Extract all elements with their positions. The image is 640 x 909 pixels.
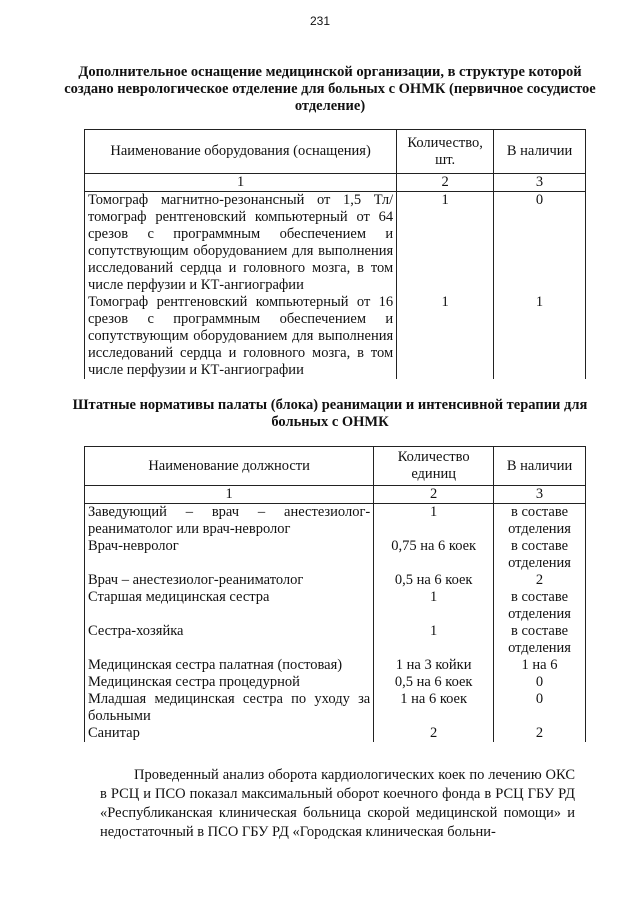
- staff-table: [84, 446, 586, 742]
- position-available: в составе отделения: [494, 538, 586, 572]
- table-row: [85, 725, 586, 742]
- position-name: Заведующий – врач – анестезиолог-реаниматолог или врач-невролог: [85, 504, 374, 539]
- position-name: Санитар: [85, 725, 374, 742]
- position-available: 1 на 6: [494, 657, 586, 674]
- table-row: [85, 623, 586, 657]
- position-units: 1 на 6 коек: [374, 691, 494, 725]
- equipment-available: 1: [494, 294, 586, 379]
- table-row: [85, 294, 586, 379]
- table-row: [85, 572, 586, 589]
- header-units: Количество единиц: [374, 447, 494, 486]
- position-units: 1 на 3 койки: [374, 657, 494, 674]
- header-position-name: Наименование должности: [85, 447, 374, 486]
- position-name: Медицинская сестра процедурной: [85, 674, 374, 691]
- table-row: [85, 657, 586, 674]
- position-units: 0,5 на 6 коек: [374, 572, 494, 589]
- position-units: 0,75 на 6 коек: [374, 538, 494, 572]
- position-available: в составе отделения: [494, 589, 586, 623]
- position-available: 0: [494, 674, 586, 691]
- position-name: Младшая медицинская сестра по уходу за больными: [85, 691, 374, 725]
- table-row: [85, 674, 586, 691]
- equipment-available: 0: [494, 192, 586, 295]
- table-row: [85, 192, 586, 295]
- position-name: Врач-невролог: [85, 538, 374, 572]
- position-units: 0,5 на 6 коек: [374, 674, 494, 691]
- equipment-quantity: 1: [397, 294, 494, 379]
- position-available: 2: [494, 725, 586, 742]
- position-available: в составе отделения: [494, 623, 586, 657]
- header-available: В наличии: [494, 130, 586, 174]
- position-name: Врач – анестезиолог-реаниматолог: [85, 572, 374, 589]
- position-units: 1: [374, 504, 494, 539]
- position-available: 0: [494, 691, 586, 725]
- equipment-name: Томограф рентгеновский компьютерный от 16 срезов с программным обеспечением и сопутствующим оборудованием для выполнения исследований сердца и головного мозга, в том числе перфузии и КТ-ангиографии: [85, 294, 397, 379]
- body-paragraph: Проведенный анализ оборота кардиологических коек по лечению ОКС в РСЦ и ПСО показал максимальный оборот коечного фонда в РСЦ ГБУ РД «Республиканская клиническая больница скорой медицинской помощи» и недостаточный в ПСО ГБУ РД «Городская клиническая больни-: [100, 767, 575, 840]
- table-row: [85, 589, 586, 623]
- col-number-1: 1: [85, 486, 374, 504]
- table-row: [85, 691, 586, 725]
- header-available: В наличии: [494, 447, 586, 486]
- col-number-1: 1: [85, 174, 397, 192]
- position-units: 1: [374, 623, 494, 657]
- header-quantity: Количество, шт.: [397, 130, 494, 174]
- position-name: Старшая медицинская сестра: [85, 589, 374, 623]
- col-number-3: 3: [494, 174, 586, 192]
- position-units: 1: [374, 589, 494, 623]
- equipment-name: Томограф магнитно-резонансный от 1,5 Тл/томограф рентгеновский компьютерный от 64 срезов с программным обеспечением и сопутствующим оборудованием для выполнения исследований сердца и головного мозга, в том числе перфузии и КТ-ангиографии: [85, 192, 397, 295]
- header-equipment-name: Наименование оборудования (оснащения): [85, 130, 397, 174]
- position-units: 2: [374, 725, 494, 742]
- position-name: Медицинская сестра палатная (постовая): [85, 657, 374, 674]
- section-title-staff: Штатные нормативы палаты (блока) реанимации и интенсивной терапии для больных с ОНМК: [72, 397, 588, 430]
- col-number-3: 3: [494, 486, 586, 504]
- col-number-2: 2: [397, 174, 494, 192]
- position-available: в составе отделения: [494, 504, 586, 539]
- equipment-quantity: 1: [397, 192, 494, 295]
- position-name: Сестра-хозяйка: [85, 623, 374, 657]
- table-row: [85, 538, 586, 572]
- position-available: 2: [494, 572, 586, 589]
- page-number: 231: [309, 14, 331, 28]
- section-title-equipment: Дополнительное оснащение медицинской организации, в структуре которой создано неврологическое отделение для больных с ОНМК (первичное сосудистое отделение): [64, 64, 596, 114]
- table-row: [85, 504, 586, 539]
- col-number-2: 2: [374, 486, 494, 504]
- equipment-table: [84, 129, 586, 379]
